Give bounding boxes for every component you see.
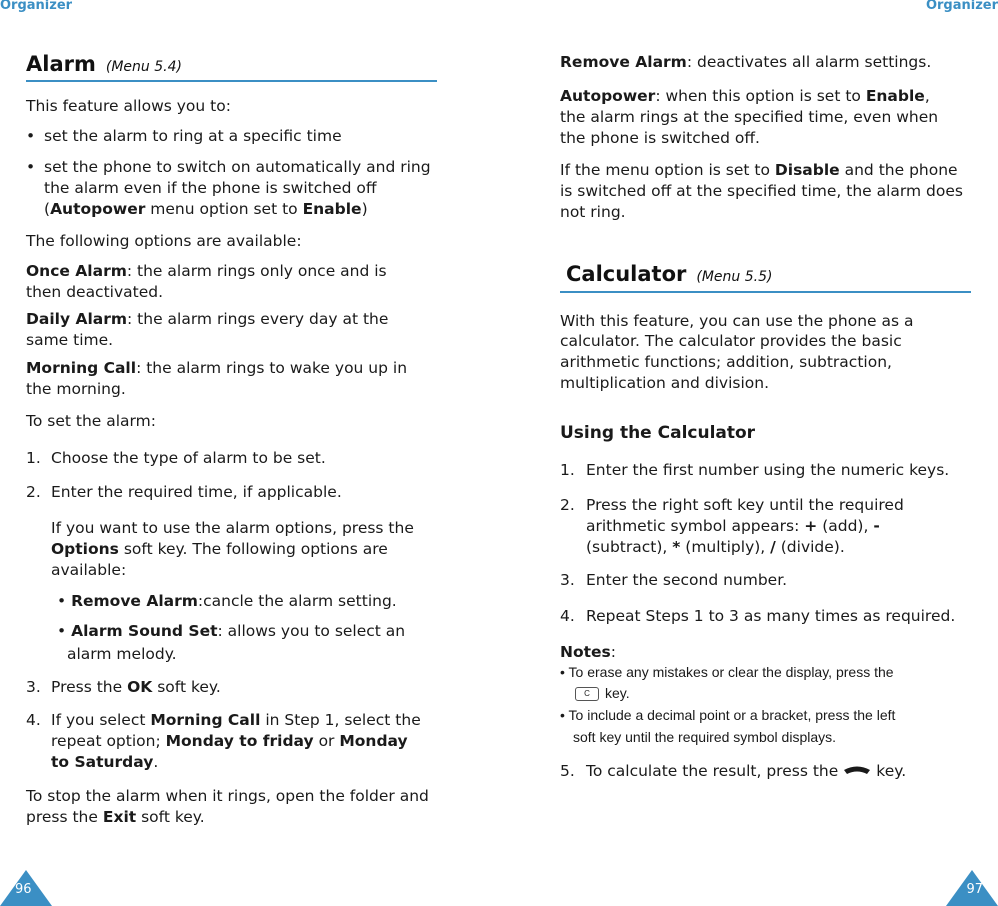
calc-step-2-line1: Press the right soft key until the required	[586, 496, 904, 514]
note-1-line1: • To erase any mistakes or clear the display, press the	[560, 664, 894, 680]
step-1-text: Choose the type of alarm to be set.	[51, 449, 326, 467]
left-page-number: 96	[15, 882, 32, 897]
left-running-header: Organizer	[0, 0, 73, 13]
right-page	[499, 0, 998, 906]
calc-intro-line3: arithmetic functions; addition, subtraction,	[560, 353, 892, 371]
alarm-intro: This feature allows you to:	[26, 97, 231, 115]
right-page-number: 97	[966, 882, 983, 897]
alarm-menu-ref: (Menu 5.4)	[105, 59, 182, 75]
step-3-number: 3.	[26, 678, 41, 696]
step-2-number: 2.	[26, 483, 41, 501]
step-4-line3: to Saturday.	[51, 753, 159, 771]
calc-intro-line2: calculator. The calculator provides the basic	[560, 332, 902, 350]
calc-step-4-number: 4.	[560, 607, 575, 625]
calc-intro-line4: multiplication and division.	[560, 374, 770, 392]
clear-key-icon: C	[575, 687, 599, 701]
calculator-title-rule	[560, 291, 971, 293]
alarm-title-text: Alarm	[26, 52, 96, 76]
disable-line3: not ring.	[560, 203, 626, 221]
calc-step-3-number: 3.	[560, 571, 575, 589]
bullet-2-line3: (Autopower menu option set to Enable)	[44, 200, 368, 218]
calculator-title-text: Calculator	[566, 262, 687, 286]
once-alarm-line2: then deactivated.	[26, 283, 164, 301]
stop-alarm-line2: press the Exit soft key.	[26, 808, 205, 826]
autopower-line2: the alarm rings at the specified time, even when	[560, 108, 939, 126]
calc-step-2-line3: (subtract), * (multiply), / (divide).	[586, 538, 845, 556]
calc-step-2-line2: arithmetic symbol appears: + (add), -	[586, 517, 880, 535]
calc-step-2-number: 2.	[560, 496, 575, 514]
daily-alarm-line2: same time.	[26, 331, 114, 349]
option-remove-alarm: • Remove Alarm:cancle the alarm setting.	[57, 592, 397, 610]
calc-step-5-number: 5.	[560, 762, 575, 780]
note-2-line1: • To include a decimal point or a bracket, press the left	[560, 707, 896, 723]
step-2-note-line1: If you want to use the alarm options, press the	[51, 519, 414, 537]
calc-step-4-text: Repeat Steps 1 to 3 as many times as required.	[586, 607, 956, 625]
autopower-line3: the phone is switched off.	[560, 129, 760, 147]
note-2-line2: soft key until the required symbol displays.	[573, 729, 837, 745]
notes-label: Notes:	[560, 643, 617, 661]
stop-alarm-line1: To stop the alarm when it rings, open the folder and	[26, 787, 429, 805]
bullet-1: •	[26, 127, 36, 145]
calc-step-3-text: Enter the second number.	[586, 571, 788, 589]
alarm-title-rule	[26, 80, 437, 82]
using-calculator-heading: Using the Calculator	[560, 423, 756, 443]
step-1-number: 1.	[26, 449, 41, 467]
bullet-2: •	[26, 158, 36, 176]
bullet-2-line2: the alarm even if the phone is switched off	[44, 179, 377, 197]
note-1-line2: C key.	[569, 683, 630, 704]
calc-intro-line1: With this feature, you can use the phone as a	[560, 312, 914, 330]
option-alarm-sound-line1: • Alarm Sound Set: allows you to select an	[57, 622, 406, 640]
alarm-title	[26, 52, 182, 76]
step-4-line1: If you select Morning Call in Step 1, select the	[51, 711, 421, 729]
right-running-header: Organizer	[925, 0, 998, 13]
morning-call-line1: Morning Call: the alarm rings to wake you up in	[26, 359, 408, 377]
daily-alarm-line1: Daily Alarm: the alarm rings every day at the	[26, 310, 389, 328]
step-3-text: Press the OK soft key.	[51, 678, 221, 696]
disable-line1: If the menu option is set to Disable and the phone	[560, 161, 958, 179]
remove-alarm-desc: Remove Alarm: deactivates all alarm settings.	[560, 53, 932, 71]
step-4-line2: repeat option; Monday to friday or Monday	[51, 732, 408, 750]
options-intro: The following options are available:	[26, 232, 302, 250]
calc-step-1-text: Enter the first number using the numeric keys.	[586, 461, 950, 479]
calc-step-5-text: To calculate the result, press the key.	[586, 762, 907, 780]
once-alarm-line1: Once Alarm: the alarm rings only once and is	[26, 262, 387, 280]
calculator-menu-ref: (Menu 5.5)	[696, 269, 773, 285]
step-2-text: Enter the required time, if applicable.	[51, 483, 342, 501]
step-4-number: 4.	[26, 711, 41, 729]
step-2-note-line2: Options soft key. The following options are	[51, 540, 388, 558]
morning-call-line2: the morning.	[26, 380, 126, 398]
bullet-2-line1: set the phone to switch on automatically and ring	[44, 158, 431, 176]
option-alarm-sound-line2: alarm melody.	[67, 645, 177, 663]
bullet-1-text: set the alarm to ring at a specific time	[44, 127, 342, 145]
send-key-icon	[842, 764, 872, 780]
step-2-note-line3: available:	[51, 561, 127, 579]
to-set-alarm: To set the alarm:	[26, 412, 156, 430]
calculator-title	[566, 262, 772, 286]
calc-step-1-number: 1.	[560, 461, 575, 479]
disable-line2: is switched off at the specified time, the alarm does	[560, 182, 963, 200]
autopower-line1: Autopower: when this option is set to Enable,	[560, 87, 930, 105]
